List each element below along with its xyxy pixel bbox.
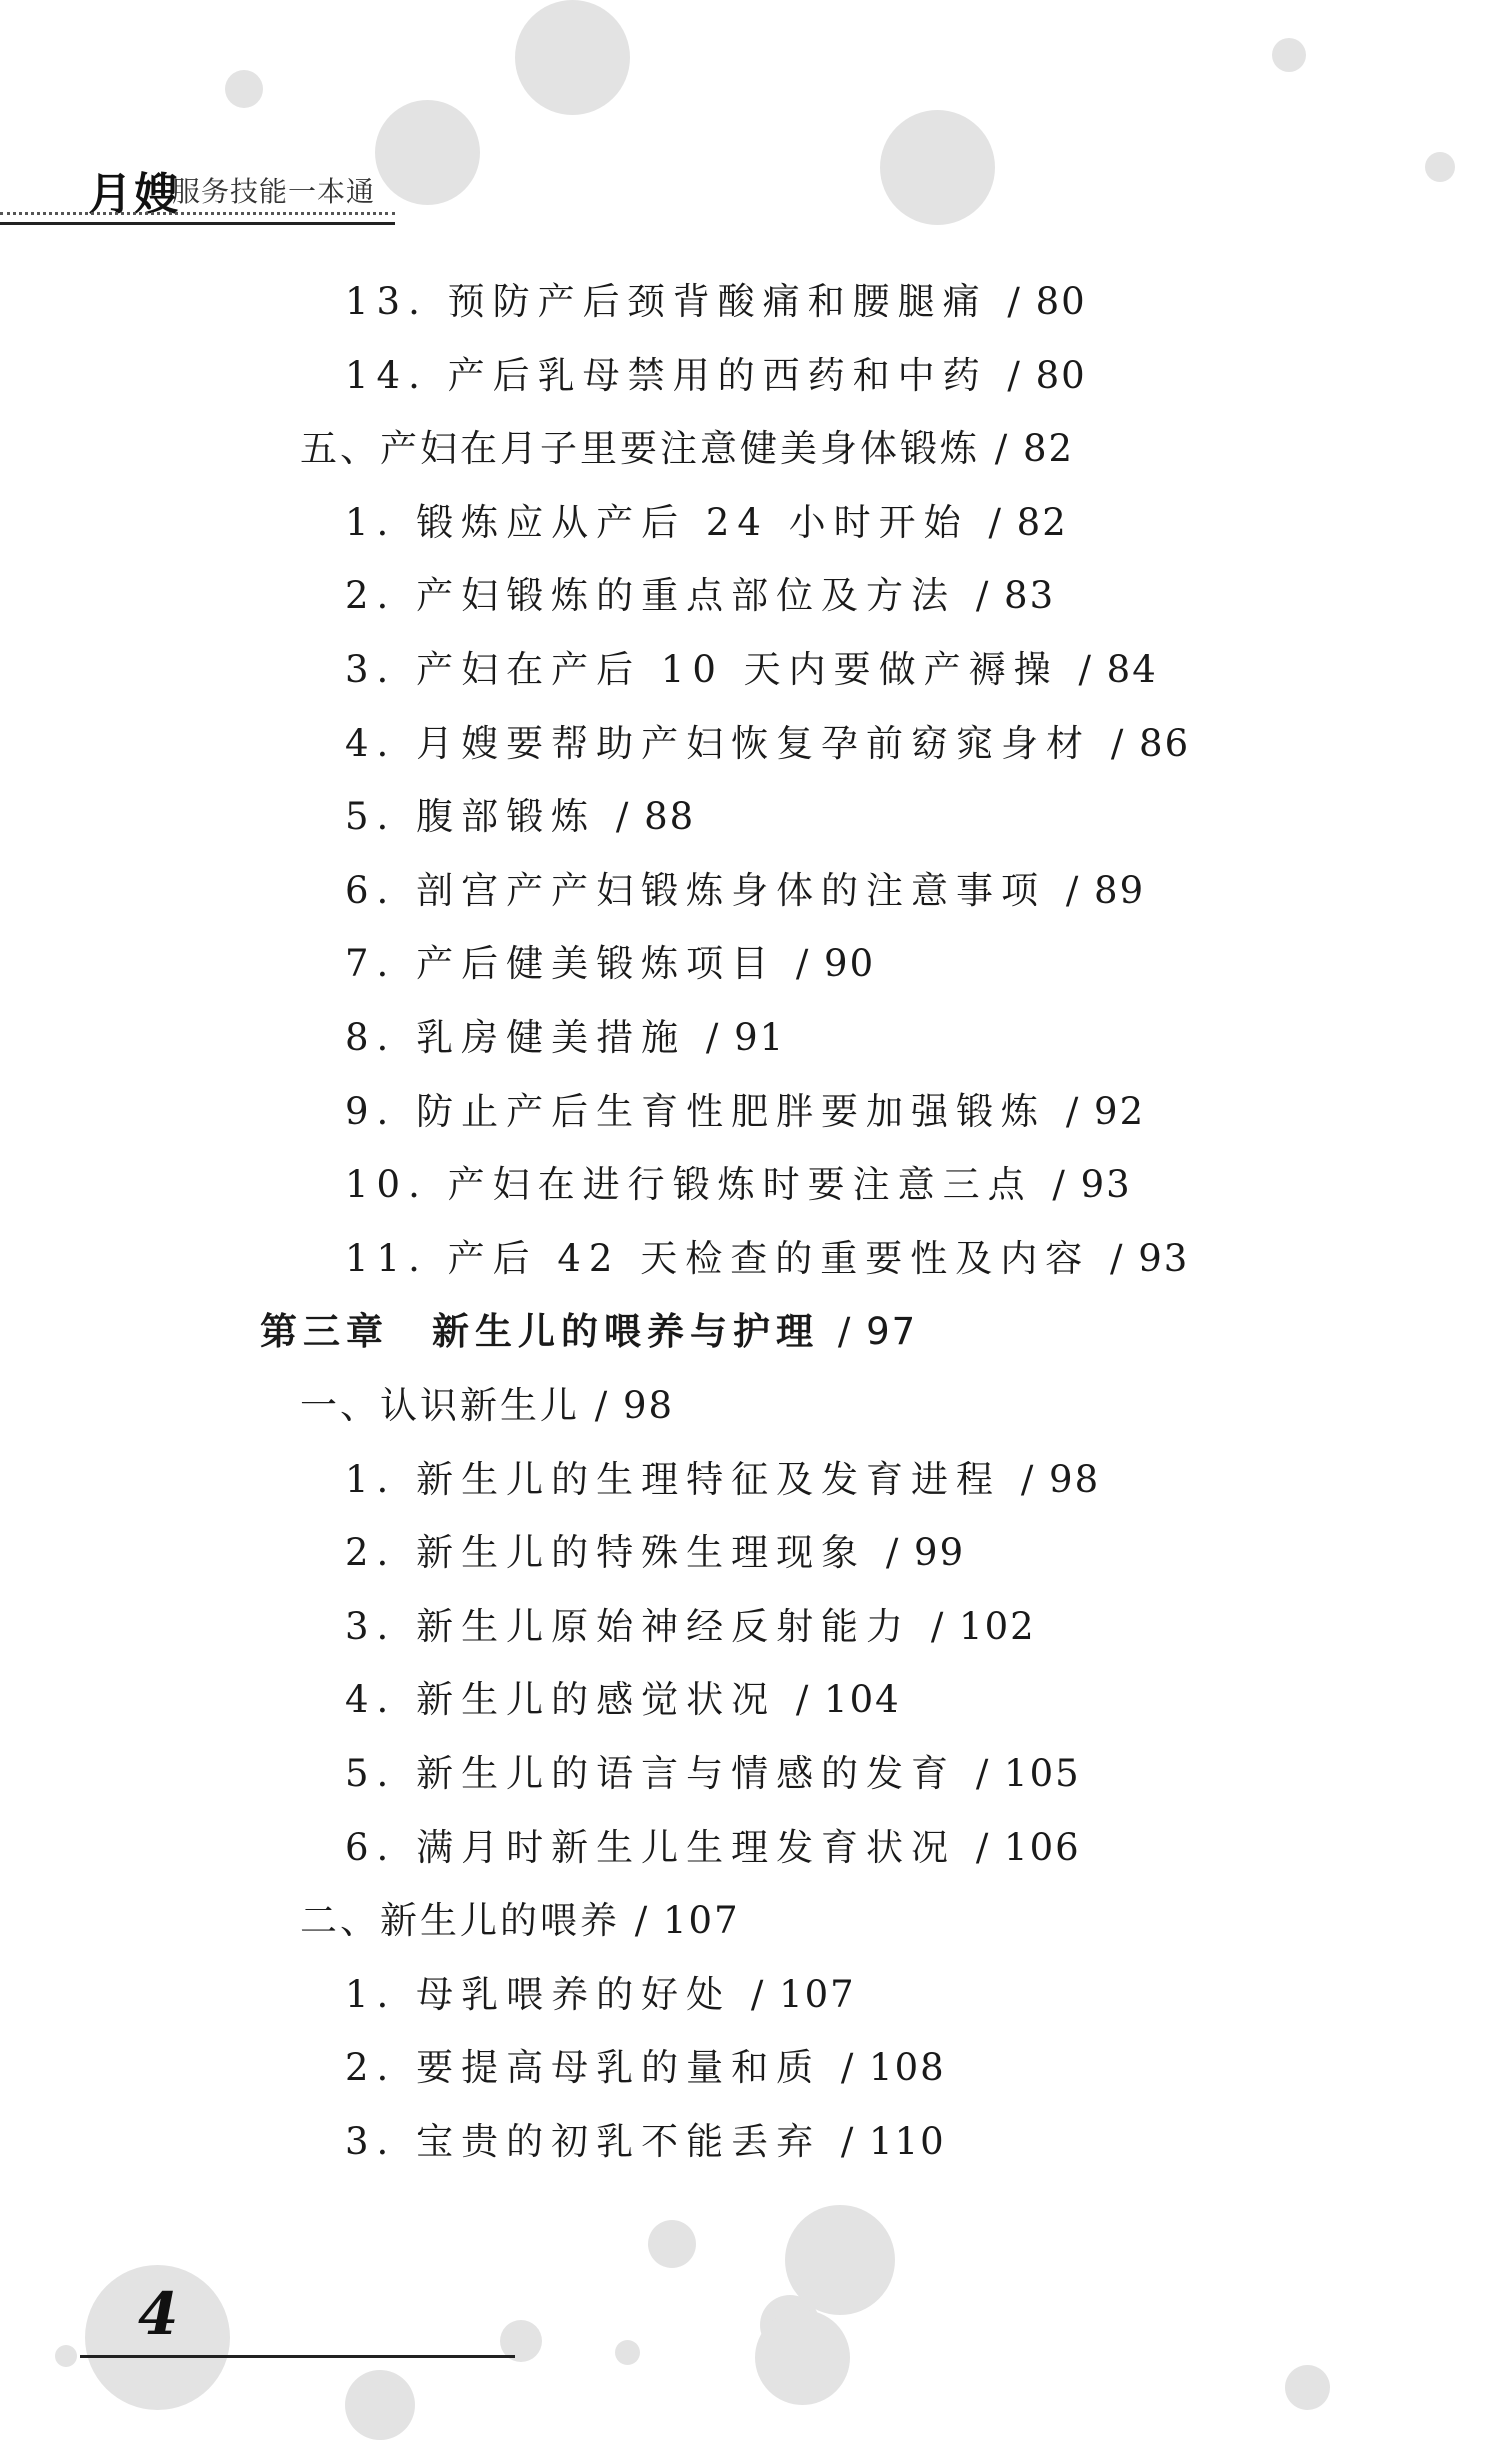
- toc-entry-page: / 90: [795, 942, 876, 986]
- toc-entry-item: [345, 869, 1145, 913]
- toc-entry-item: [345, 501, 1068, 545]
- toc-entry-title: 5. 新生儿的语言与情感的发育: [345, 1752, 957, 1795]
- toc-entry-page: / 88: [615, 795, 696, 839]
- toc-entry-title: 4. 月嫂要帮助产妇恢复孕前窈窕身材: [345, 721, 1092, 765]
- toc-entry-chapter: [260, 1310, 917, 1354]
- toc-entry-item: [345, 648, 1158, 692]
- decor-dot: [820, 2330, 842, 2352]
- toc-entry-title: 9. 防止产后生育性肥胖要加强锻炼: [345, 1089, 1047, 1133]
- toc-entry-item: [345, 2046, 946, 2090]
- toc-entry-title: 6. 剖宫产产妇锻炼身体的注意事项: [345, 868, 1047, 912]
- toc-entry-section: [300, 1384, 674, 1428]
- decor-dot: [345, 2370, 415, 2440]
- toc-entry-page: / 80: [1007, 353, 1087, 397]
- toc-entry-title: 10. 产妇在进行锻炼时要注意三点: [345, 1163, 1033, 1207]
- toc-entry-page: / 84: [1078, 648, 1158, 691]
- toc-entry-title: 14. 产后乳母禁用的西药和中药: [345, 353, 988, 397]
- decor-dot: [880, 110, 995, 225]
- toc-entry-item: [345, 1163, 1132, 1207]
- decor-dot: [1285, 2365, 1330, 2410]
- toc-entry-title: 13. 预防产后颈背酸痛和腰腿痛: [345, 280, 988, 323]
- toc-entry-title: 一、认识新生儿: [300, 1384, 580, 1427]
- toc-entry-item: [345, 354, 1087, 398]
- header-dotted-rule: [0, 212, 395, 215]
- toc-entry-title: 2. 产妇锻炼的重点部位及方法: [345, 574, 957, 618]
- decor-dot: [1425, 152, 1455, 182]
- toc-entry-page: / 102: [930, 1604, 1036, 1648]
- toc-entry-title: 5. 腹部锻炼: [345, 795, 597, 839]
- toc-entry-page: / 105: [975, 1752, 1081, 1795]
- toc-entry-section: [300, 427, 1074, 471]
- toc-entry-item: [345, 1237, 1189, 1281]
- decor-dot: [785, 2205, 895, 2315]
- toc-entry-page: / 110: [840, 2120, 946, 2163]
- toc-entry-page: / 104: [795, 1678, 901, 1722]
- toc-entry-title: 2. 要提高母乳的量和质: [345, 2046, 822, 2090]
- decor-dot: [225, 70, 263, 108]
- decor-dot: [1272, 38, 1306, 72]
- toc-entry-page: / 93: [1052, 1163, 1132, 1207]
- decor-dot: [55, 2345, 77, 2367]
- toc-entry-item: [345, 1531, 965, 1575]
- toc-entry-title: 1. 新生儿的生理特征及发育进程: [345, 1457, 1002, 1501]
- toc-entry-title: 2. 新生儿的特殊生理现象: [345, 1531, 867, 1575]
- header-subtitle: 服务技能一本通: [172, 175, 376, 208]
- toc-entry-item: [345, 942, 875, 986]
- toc-entry-page: / 107: [750, 1972, 856, 2016]
- toc-entry-title: 第三章 新生儿的喂养与护理: [260, 1310, 819, 1354]
- toc-entry-page: / 98: [594, 1384, 675, 1427]
- toc-entry-page: / 108: [840, 2046, 946, 2090]
- toc-entry-page: / 107: [634, 1899, 740, 1943]
- header-brand: 月嫂: [88, 169, 180, 220]
- toc-entry-title: 1. 锻炼应从产后 24 小时开始: [345, 500, 969, 544]
- toc-entry-item: [345, 1678, 901, 1722]
- toc-entry-page: / 82: [988, 500, 1068, 544]
- toc-entry-item: [345, 1973, 856, 2017]
- toc-entry-item: [345, 1752, 1081, 1796]
- toc-entry-page: / 106: [975, 1825, 1081, 1869]
- toc-entry-page: / 82: [994, 427, 1075, 471]
- toc-entry-page: / 80: [1007, 280, 1087, 323]
- toc-entry-page: / 92: [1065, 1089, 1146, 1133]
- toc-entry-title: 11. 产后 42 天检查的重要性及内容: [345, 1236, 1091, 1280]
- toc-entry-page: / 91: [705, 1016, 786, 1059]
- decor-dot: [515, 0, 630, 115]
- toc-entry-title: 6. 满月时新生儿生理发育状况: [345, 1825, 957, 1869]
- toc-entry-item: [345, 1826, 1081, 1870]
- toc-entry-title: 4. 新生儿的感觉状况: [345, 1678, 777, 1722]
- toc-entry-page: / 98: [1020, 1457, 1101, 1501]
- toc-entry-title: 3. 新生儿原始神经反射能力: [345, 1604, 912, 1648]
- toc-entry-title: 1. 母乳喂养的好处: [345, 1972, 732, 2016]
- toc-entry-title: 7. 产后健美锻炼项目: [345, 942, 777, 986]
- footer-rule: [80, 2355, 515, 2358]
- toc-entry-item: [345, 1090, 1145, 1134]
- decor-dot: [615, 2340, 640, 2365]
- toc-entry-item: [345, 1605, 1036, 1649]
- toc-entry-page: / 89: [1065, 868, 1146, 912]
- toc-entry-page: / 97: [837, 1310, 918, 1354]
- toc-entry-item: [345, 1016, 785, 1060]
- toc-entry-item: [345, 574, 1055, 618]
- page-number: 4: [138, 2280, 179, 2348]
- toc-entry-item: [345, 795, 695, 839]
- toc-entry-title: 8. 乳房健美措施: [345, 1016, 687, 1059]
- toc-entry-page: / 93: [1109, 1236, 1190, 1280]
- toc-entry-title: 3. 产妇在产后 10 天内要做产褥操: [345, 648, 1059, 691]
- toc-entry-section: [300, 1899, 740, 1943]
- header-solid-rule: [0, 222, 395, 225]
- toc-entry-item: [345, 2120, 946, 2164]
- running-header: [0, 150, 400, 230]
- toc-entry-title: 二、新生儿的喂养: [300, 1899, 620, 1943]
- decor-dot: [755, 2310, 850, 2405]
- toc-entry-page: / 83: [975, 574, 1056, 618]
- toc-entry-item: [345, 722, 1190, 766]
- toc-entry-page: / 99: [885, 1531, 966, 1575]
- toc-entry-title: 3. 宝贵的初乳不能丢弃: [345, 2120, 822, 2163]
- decor-dot: [648, 2220, 696, 2268]
- toc-entry-title: 五、产妇在月子里要注意健美身体锻炼: [300, 427, 980, 471]
- toc-entry-item: [345, 280, 1087, 324]
- toc-entry-page: / 86: [1110, 721, 1191, 765]
- toc-entry-item: [345, 1458, 1100, 1502]
